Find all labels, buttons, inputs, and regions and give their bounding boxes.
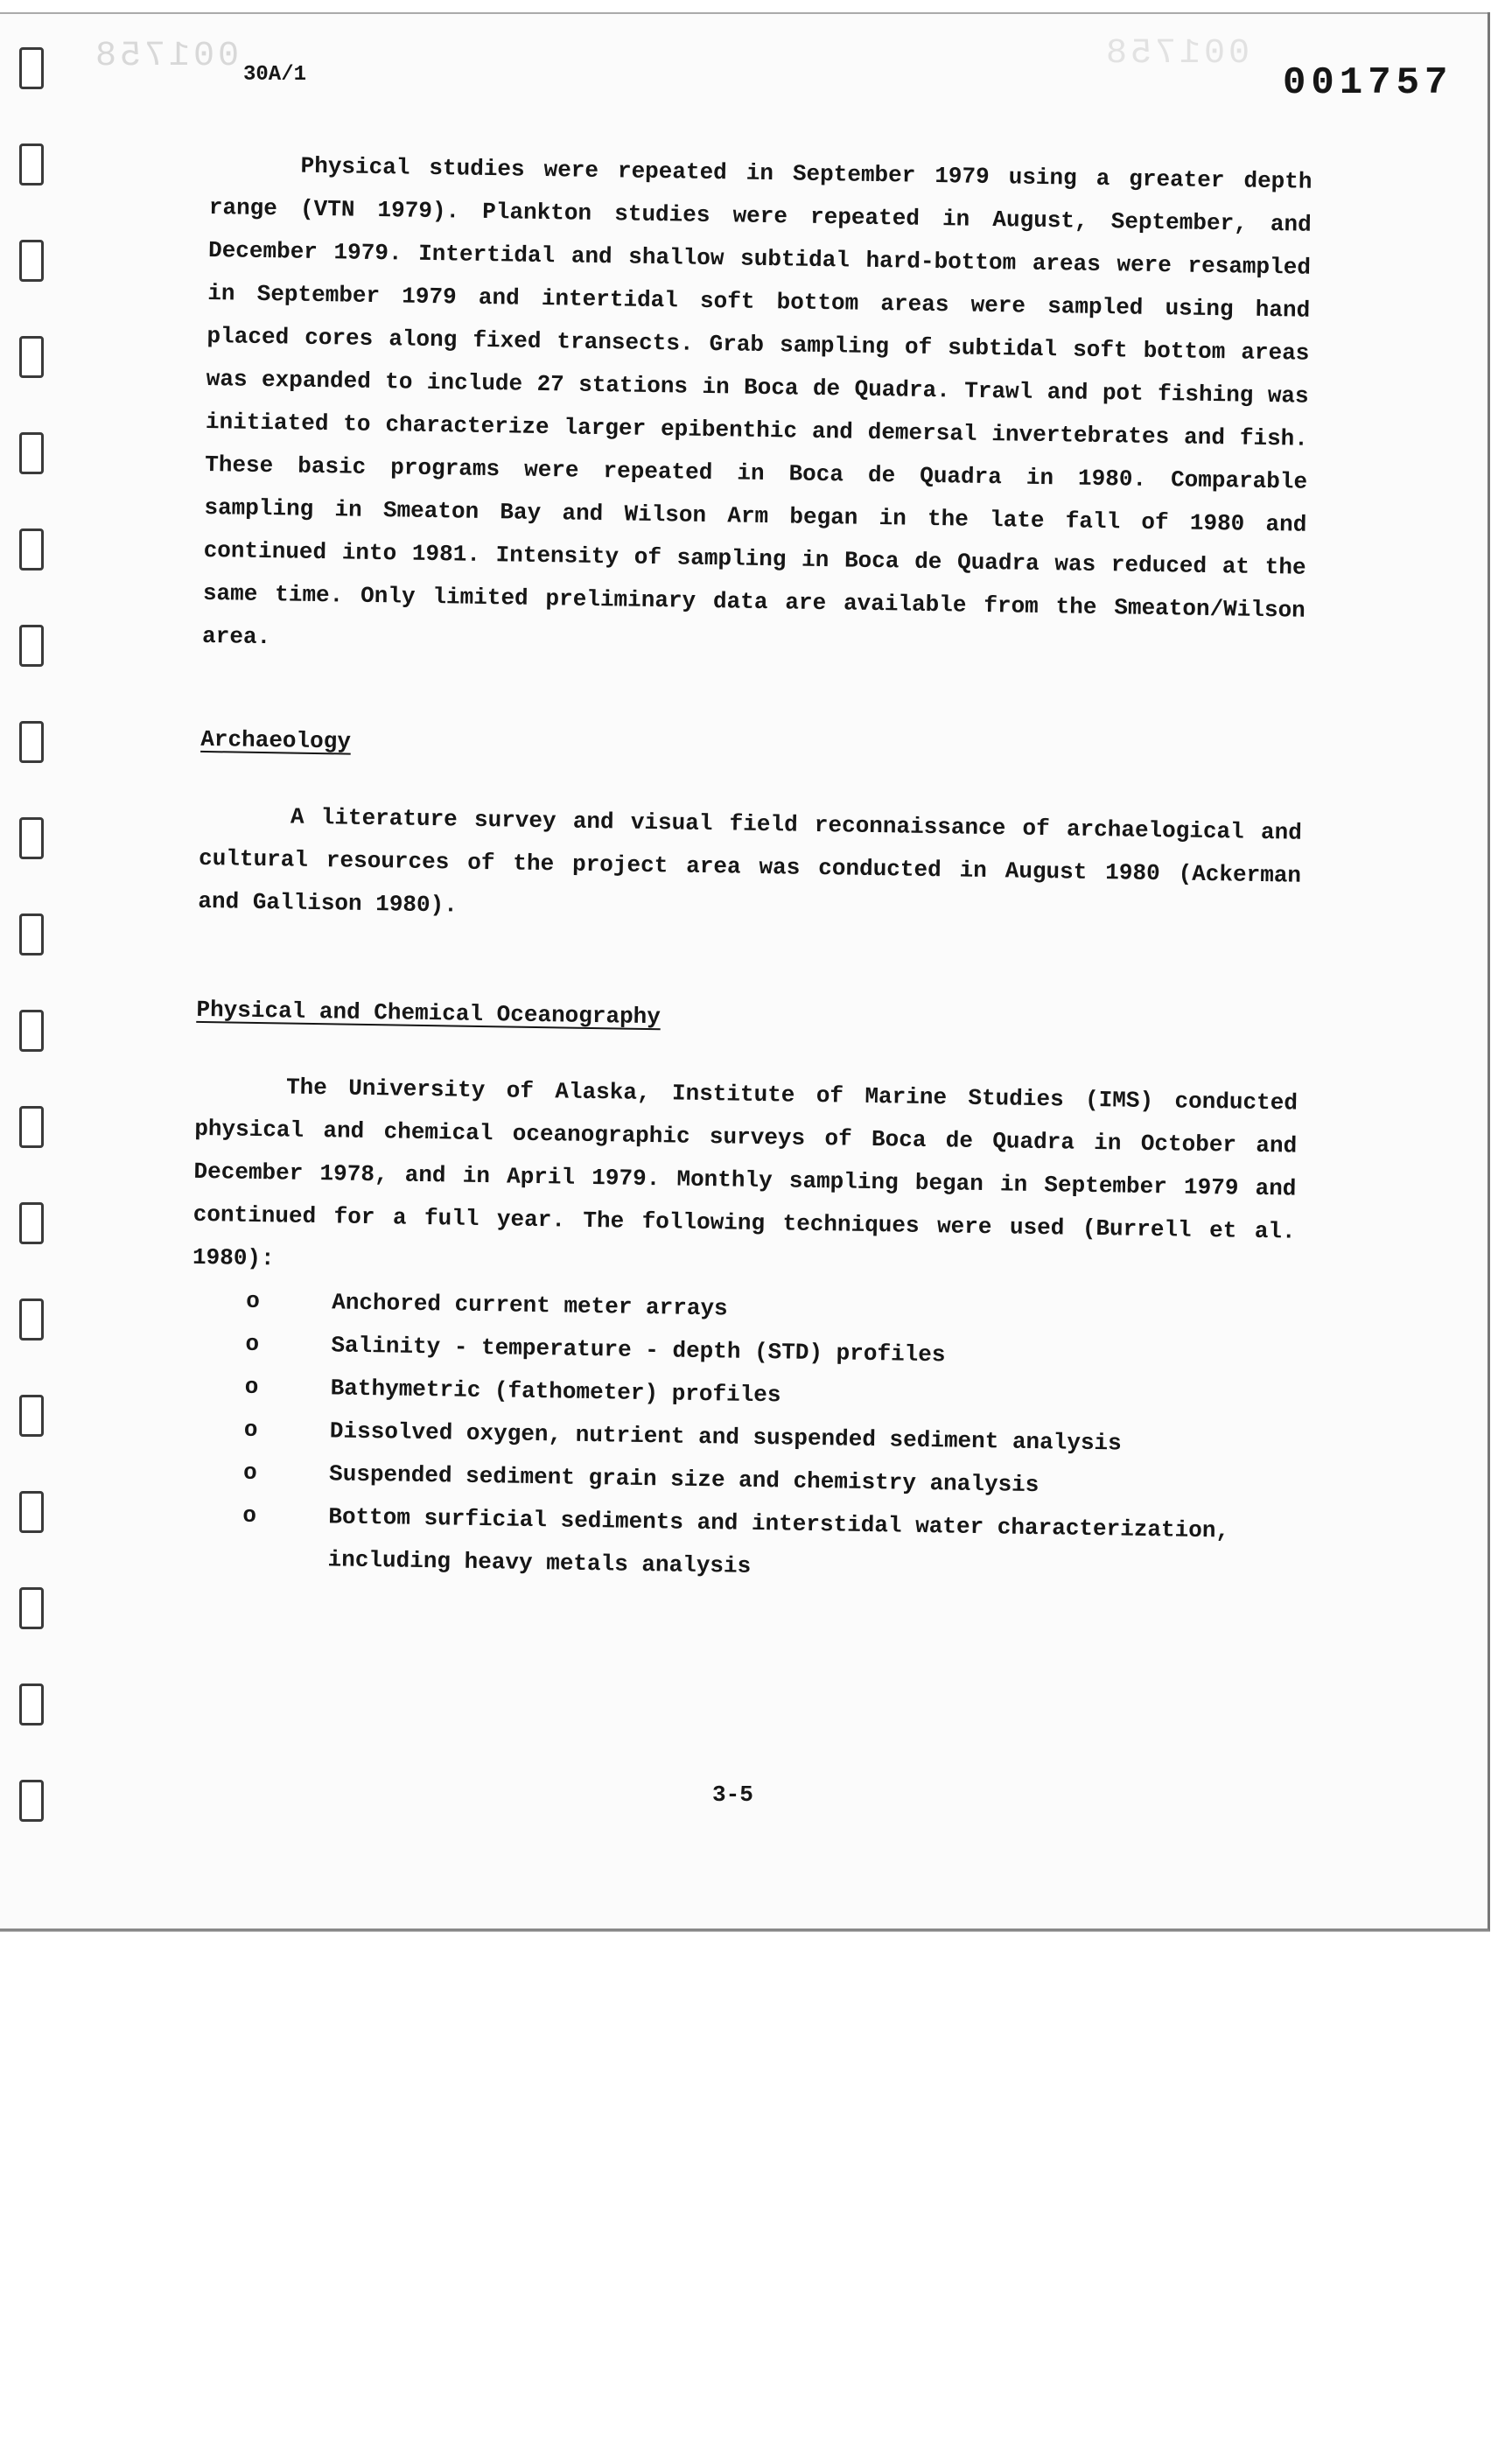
section-heading-archaeology: Archaeology: [200, 725, 352, 755]
bleed-through-number-faint: 001758: [1102, 34, 1250, 74]
punch-hole: [19, 47, 44, 89]
list-item-text: Bottom surficial sediments and interstidal water characterization, including heavy metals analysis: [327, 1503, 1230, 1579]
bullet-mark: o: [242, 1502, 257, 1530]
list-item-text: Suspended sediment grain size and chemistry analysis: [328, 1460, 1040, 1499]
punch-hole: [19, 1010, 44, 1052]
binder-punch-holes: [19, 47, 46, 1885]
punch-hole: [19, 432, 44, 474]
punch-hole: [19, 1684, 44, 1726]
paragraph-physical-studies: Physical studies were repeated in September 1979 using a greater depth range (VTN 1979). Plankton studies were repeated in August, September, and December 1979. Intertidal and shallow subtidal hard-bottom areas were resampled in September 1979 and intertidal soft bottom areas were sampled using hand placed cores along fixed transects. Grab sampling of subtidal soft bottom areas was expanded to include 27 stations in Boca de Quadra. Trawl and pot fishing was initiated to characterize larger epibenthic and demersal invertebrates and fish. These basic programs were repeated in Boca de Quadra in 1980. Comparable sampling in Smeaton Bay and Wilson Arm began in the late fall of 1980 and continued into 1981. Intensity of sampling in Boca de Quadra was reduced at the same time. Only limited preliminary data are available from the Smeaton/Wilson area.: [201, 152, 1312, 651]
list-item: [187, 1494, 1291, 1597]
punch-hole: [19, 240, 44, 282]
page-id-number: 001757: [1283, 61, 1453, 105]
punch-hole: [19, 817, 44, 859]
document-page: [0, 12, 1490, 1931]
bullet-mark: o: [243, 1416, 258, 1444]
paragraph-oceanography: The University of Alaska, Institute of Marine Studies (IMS) conducted physical and chemical oceanographic surveys of Boca de Quadra in October and December 1978, and in April 1979. Monthly sampling began in September 1979 and continued for a full year. The following techniques were used (Burrell et al. 1980):: [192, 1074, 1298, 1272]
punch-hole: [19, 625, 44, 667]
bullet-mark: o: [244, 1373, 259, 1401]
punch-hole: [19, 336, 44, 378]
punch-hole: [19, 1491, 44, 1533]
bullet-mark: o: [245, 1330, 260, 1358]
punch-hole: [19, 1298, 44, 1340]
list-item-text: Dissolved oxygen, nutrient and suspended sediment analysis: [329, 1418, 1122, 1457]
punch-hole: [19, 1587, 44, 1629]
document-body: [187, 144, 1312, 1597]
bullet-mark: o: [245, 1287, 261, 1315]
list-item-text: Anchored current meter arrays: [331, 1289, 728, 1322]
page-number: 3-5: [712, 1782, 753, 1808]
punch-hole: [19, 1395, 44, 1437]
punch-hole: [19, 721, 44, 763]
list-item-text: Salinity - temperature - depth (STD) profiles: [331, 1332, 946, 1368]
page-top-edge: [0, 12, 1488, 14]
punch-hole: [19, 914, 44, 956]
list-item-text: Bathymetric (fathometer) profiles: [330, 1375, 781, 1409]
techniques-list: [187, 1279, 1294, 1597]
paragraph-archaeology: A literature survey and visual field reconnaissance of archaelogical and cultural resources of the project area was conducted in August 1980 (Ackerman and Gallison 1980).: [198, 803, 1303, 919]
punch-hole: [19, 1780, 44, 1822]
document-code: 30A/1: [243, 63, 307, 87]
bleed-through-number: 001758: [92, 37, 240, 76]
punch-hole: [19, 144, 44, 186]
punch-hole: [19, 1106, 44, 1148]
section-heading-oceanography: Physical and Chemical Oceanography: [196, 996, 662, 1031]
punch-hole: [19, 528, 44, 570]
bullet-mark: o: [242, 1459, 257, 1487]
punch-hole: [19, 1202, 44, 1244]
